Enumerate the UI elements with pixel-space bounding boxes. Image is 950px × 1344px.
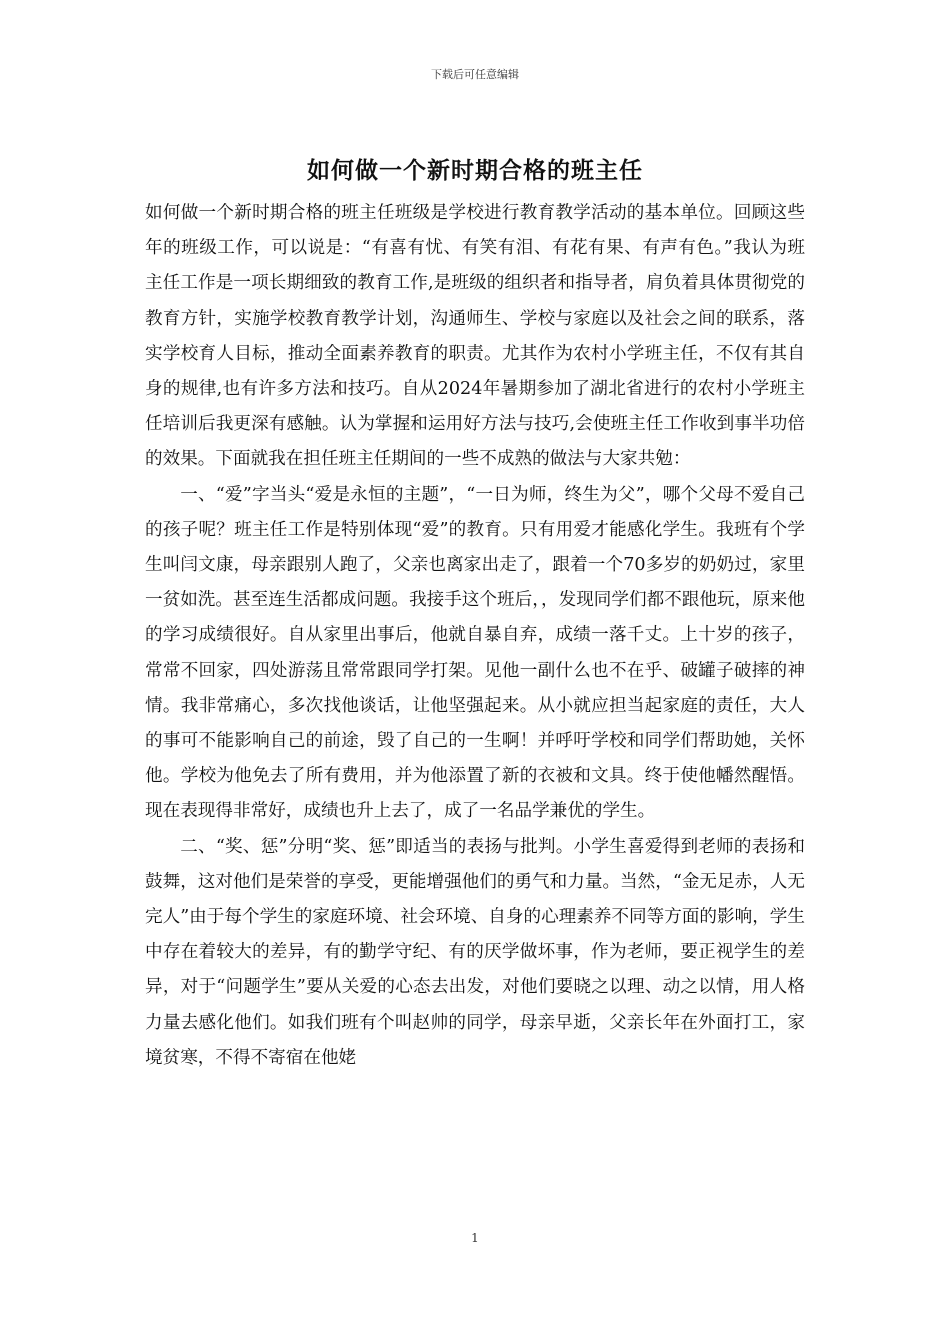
paragraph-intro: 如何做一个新时期合格的班主任班级是学校进行教育教学活动的基本单位。回顾这些年的班级工作，可以说是：“有喜有忧、有笑有泪、有花有果、有声有色。”我认为班主任工作是一项长期细致的教育工作,是班级的组织者和指导者，肩负着具体贯彻党的教育方针，实施学校教育教学计划，沟通师生、学校与家庭以及社会之间的联系，落实学校育人目标，推动全面素养教育的职责。尤其作为农村小学班主任，不仅有其自身的规律,也有许多方法和技巧。自从2024年暑期参加了湖北省进行的农村小学班主任培训后我更深有感触。认为掌握和运用好方法与技巧,会使班主任工作收到事半功倍的效果。下面就我在担任班主任期间的一些不成熟的做法与大家共勉： [145, 203, 805, 470]
paragraph-reward-punish: 二、“奖、惩”分明“奖、惩”即适当的表扬与批判。小学生喜爱得到老师的表扬和鼓舞，这对他们是荣誉的享受，更能增强他们的勇气和力量。当然，“金无足赤，人无完人”由于每个学生的家庭环境、社会环境、自身的心理素养不同等方面的影响，学生中存在着较大的差异，有的勤学守纪、有的厌学做坏事，作为老师，要正视学生的差异，对于“问题学生”要从关爱的心态去出发，对他们要晓之以理、动之以情，用人格力量去感化他们。如我们班有个叫赵帅的同学，母亲早逝，父亲长年在外面打工，家境贫寒，不得不寄宿在他姥 [145, 836, 805, 1068]
document-title: 如何做一个新时期合格的班主任 [307, 158, 643, 184]
paragraph-love: 一、“爱”字当头“爱是永恒的主题”，“一日为师，终生为父”，哪个父母不爱自己的孩子呢？班主任工作是特别体现“爱”的教育。只有用爱才能感化学生。我班有个学生叫闫文康，母亲跟别人跑了，父亲也离家出走了，跟着一个70多岁的奶奶过，家里一贫如洗。甚至连生活都成问题。我接手这个班后，，发现同学们都不跟他玩，原来他的学习成绩很好。自从家里出事后，他就自暴自弃，成绩一落千丈。上十岁的孩子，常常不回家，四处游荡且常常跟同学打架。见他一副什么也不在乎、破罐子破摔的神情。我非常痛心，多次找他谈话，让他坚强起来。从小就应担当起家庭的责任，大人的事可不能影响自己的前途，毁了自己的一生啊！并呼吁学校和同学们帮助她，关怀他。学校为他免去了所有费用，并为他添置了新的衣被和文具。终于使他幡然醒悟。现在表现得非常好，成绩也升上去了，成了一名品学兼优的学生。 [145, 484, 805, 822]
page-number: 1 [471, 1231, 479, 1245]
header-note: 下载后可任意编辑 [431, 68, 519, 81]
document-body [145, 196, 805, 1076]
